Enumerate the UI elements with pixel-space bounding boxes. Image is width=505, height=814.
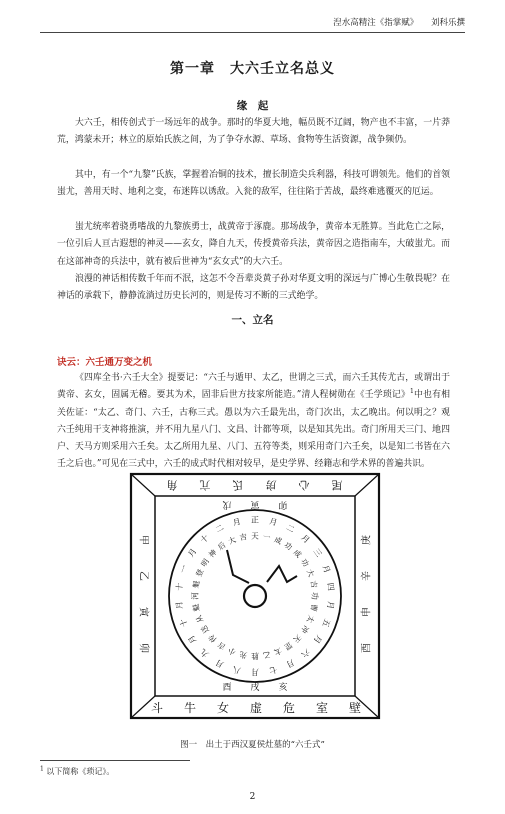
- board-plate-general-char: 送: [199, 623, 211, 635]
- board-plate-general-char: 功: [310, 592, 320, 600]
- board-plate-general-char: 吉: [308, 579, 319, 589]
- board-plate-general-char: 大: [226, 535, 238, 547]
- board-plate-general-char: 先: [238, 649, 248, 660]
- board-plate-month-char: 七: [268, 664, 279, 676]
- board-plate-general-char: 神: [206, 547, 219, 560]
- board-branch-top: 寅: [250, 499, 260, 509]
- board-lunar-mansion-bottom: 牛: [183, 701, 197, 715]
- board-plate-general-char: 大: [304, 567, 316, 579]
- board-plate-general-char: 太: [304, 613, 316, 625]
- footnote-mark: 1: [40, 765, 44, 773]
- board-plate-general-char: 明: [199, 557, 211, 569]
- paragraph: [57, 370, 450, 474]
- page-number: 2: [249, 792, 256, 802]
- paragraph: 其中，有一个“九黎”氏族，掌握着冶铜的技术，擅长制造尖兵利器，科技可谓领先。他们的首领蚩尤，善用天时、地利之变，布迷阵以诱敌。入瓮的敌军，往往陷于苦战，最终难逃覆灭的厄运。: [57, 170, 450, 198]
- board-plate-month-char: 月: [231, 516, 242, 528]
- board-stem-left: 卯: [137, 643, 149, 653]
- board-branch-bottom: 酉: [222, 683, 232, 693]
- board-plate-month-char: 十: [174, 582, 185, 592]
- board-branch-top: 戊: [222, 499, 232, 509]
- chapter-title: 第一章 大六壬立名总义: [170, 61, 335, 77]
- header-author: 刘科乐撰: [430, 18, 465, 28]
- diviner-board-drawing: [127, 470, 383, 722]
- board-plate-general-char: 小: [226, 645, 238, 657]
- board-plate-month-char: 月: [214, 657, 226, 670]
- board-plate-month-char: 月: [311, 633, 324, 646]
- board-plate-general-char: 天: [251, 531, 259, 541]
- board-plate-general-char: 成: [291, 547, 304, 560]
- board-plate-general-char: 曹: [308, 603, 319, 613]
- board-plate-general-char: 胜: [251, 651, 259, 661]
- board-branch-bottom: 亥: [278, 683, 288, 693]
- footnote-reference[interactable]: 1: [410, 388, 414, 396]
- board-plate-month-char: 月: [284, 657, 296, 670]
- board-stem-left: 甲: [137, 535, 149, 545]
- board-lunar-mansion-top: 房: [265, 478, 277, 492]
- board-plate-month-char: 月: [251, 667, 259, 677]
- board-plate-general-char: 魁: [191, 603, 202, 613]
- board-lunar-mansion-bottom: 危: [282, 701, 296, 715]
- board-stem-right: 辛: [361, 571, 373, 581]
- board-lunar-mansion-bottom: 壁: [348, 701, 362, 715]
- board-lunar-mansion-bottom: 虚: [249, 701, 263, 715]
- paragraph: 蚩尤统率着骁勇嗜战的九黎族勇士，战黄帝于涿鹿。那场战争，黄帝本无胜算。当此危亡之际，一位引后人亘古遐想的神灵——玄女，降自九天，传授黄帝兵法，黄帝因之造指南车，大破蚩尤。而在这部神奇的兵法中，就有被后世神为“玄女式”的大六壬。: [57, 222, 450, 267]
- board-stem-right: 申: [361, 607, 373, 617]
- board-plate-general-char: 河: [190, 592, 200, 600]
- board-branch-top: 卯: [278, 499, 288, 509]
- liuren-diviner-board-figure: [127, 470, 383, 722]
- board-plate-general-char: 魁: [191, 579, 202, 589]
- footnote-text: 以下简称《琐记》。: [46, 767, 115, 776]
- board-plate-general-char: 吉: [216, 640, 228, 652]
- board-lunar-mansion-top: 亢: [199, 478, 211, 492]
- board-plate-month-char: 月: [299, 533, 312, 546]
- board-plate-month-char: 正: [251, 515, 259, 525]
- board-plate-month-char: 一: [178, 563, 190, 575]
- running-header: [40, 14, 465, 33]
- board-plate-general-char: 传: [206, 632, 219, 645]
- board-stem-right: 庚: [361, 535, 373, 545]
- board-plate-general-char: 功: [299, 557, 311, 569]
- board-stem-right: 酉: [361, 643, 373, 653]
- board-plate-month-char: 月: [186, 633, 199, 646]
- board-plate-month-char: 二: [284, 522, 296, 535]
- board-lunar-mansion-top: 心: [298, 478, 310, 492]
- board-plate-month-char: 九: [198, 646, 211, 659]
- board-lunar-mansion-bottom: 室: [315, 701, 329, 715]
- footnote-divider: [40, 760, 190, 761]
- board-plate-general-char: 天: [291, 632, 304, 645]
- board-plate-month-char: 五: [320, 617, 332, 629]
- board-plate-general-char: 冲: [299, 623, 311, 635]
- board-plate-month-char: 十: [178, 617, 190, 629]
- board-plate-general-char: 乙: [262, 649, 272, 660]
- verse-quote: 诀云：六壬通万变之机: [57, 357, 153, 368]
- paragraph-text: 中也有相关佐证：“太乙、奇门、六壬，古称三式。愚以为六壬最先出，奇门次出，太乙晚出。何以明之？观六壬纯用干支神将推演，并不用九星八门、文昌、计都等项，以是知其先出。奇门所用天三门、地四户、天马方则采用六壬矣。太乙所用九星、八门、五符等类，则采用奇门六壬矣，以是知二书皆在六壬之后也。”可见在三式中，六壬的成式时代相对较早，是史学界、经籍志和学术界的普遍共识。: [57, 390, 451, 470]
- board-plate-month-char: 六: [299, 646, 312, 659]
- footnote: [40, 766, 114, 777]
- board-lunar-mansion-top: 尾: [331, 478, 343, 492]
- board-plate-month-char: 四: [325, 582, 336, 592]
- board-plate-general-char: 登: [194, 567, 206, 579]
- paragraph: 大六壬，相传创式于一场远年的战争。那时的华夏大地，幅员既不辽阔，物产也不丰富，一片莽荒，鸿蒙未开；林立的原始氏族之间，为了争夺水源、草场、食物等生活资源，战争频仍。: [57, 118, 450, 146]
- board-plate-month-char: 二: [214, 522, 226, 535]
- board-plate-general-char: 后: [216, 540, 228, 552]
- board-plate-general-char: 罡: [282, 640, 294, 652]
- paragraph-text: 《四库全书·六壬大全》提要记：“六壬与遁甲、太乙，世谓之三式，而六壬其传尤古，或谓出于黄帝、玄女，固属无稽。要其为术，固非后世方技家所能造。”清人程树勋在《壬学琐记》: [57, 373, 450, 401]
- board-stem-left: 乙: [137, 571, 149, 581]
- board-lunar-mansion-top: 氐: [232, 478, 244, 492]
- board-plate-month-char: 月: [320, 563, 332, 575]
- header-book-title: 湼水高精注《指掌赋》: [333, 18, 419, 28]
- board-plate-month-char: 月: [174, 600, 185, 610]
- board-lunar-mansion-bottom: 女: [216, 701, 230, 715]
- board-plate-month-char: 八: [231, 664, 242, 676]
- paragraph: 浪漫的神话相传数千年而不泯，这怎不令吾辈炎黄子孙对华夏文明的深远与广博心生敬畏呢？在神话的承载下，静静流淌过历史长河的，则是传习不断的三式绝学。: [57, 274, 450, 302]
- board-plate-general-char: 功: [282, 540, 294, 552]
- board-plate-general-char: 成: [272, 535, 284, 547]
- board-plate-general-char: 太: [272, 645, 284, 657]
- board-plate-month-char: 月: [186, 546, 199, 559]
- section-title-naming: 一、立名: [231, 314, 274, 326]
- board-plate-month-char: 十: [198, 533, 211, 546]
- figure-caption: 图一 出土于西汉夏侯灶墓的“六壬式”: [180, 740, 325, 750]
- board-plate-general-char: 一: [262, 532, 272, 543]
- board-plate-month-char: 月: [325, 600, 336, 610]
- board-lunar-mansion-top: 角: [166, 478, 178, 492]
- board-plate-general-char: 从: [194, 613, 206, 625]
- section-title-origin: 缘 起: [236, 100, 269, 112]
- board-branch-bottom: 戌: [250, 683, 260, 693]
- board-plate-month-char: 月: [268, 516, 279, 528]
- board-plate-month-char: 三: [311, 546, 324, 559]
- board-lunar-mansion-bottom: 斗: [150, 701, 164, 715]
- board-plate-general-char: 吉: [238, 532, 248, 543]
- board-stem-left: 寅: [137, 607, 149, 617]
